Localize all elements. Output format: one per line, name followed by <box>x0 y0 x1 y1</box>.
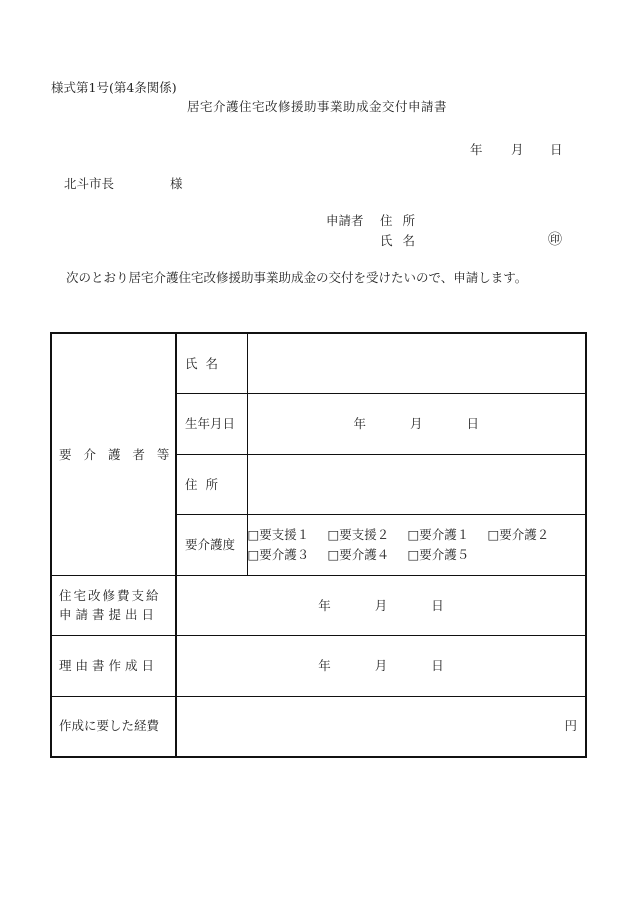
applicant-name-label: 氏 名 <box>380 233 415 248</box>
reason-year: 年 <box>318 658 331 674</box>
submission-year: 年 <box>318 597 331 613</box>
submission-month: 月 <box>374 597 388 613</box>
table-row <box>51 333 586 394</box>
reason-day: 日 <box>431 658 444 674</box>
application-table <box>50 332 587 758</box>
reason-date-label: 理由書作成日 <box>51 636 176 697</box>
date-year: 年 <box>470 142 483 157</box>
care-option[interactable]: □要介護１ <box>407 527 470 543</box>
application-statement: 次のとおり居宅介護住宅改修援助事業助成金の交付を受けたいので、申請します。 <box>66 270 528 285</box>
care-option[interactable]: □要支援１ <box>247 527 310 543</box>
birth-year: 年 <box>353 416 366 432</box>
care-option[interactable]: □要介護４ <box>327 546 390 562</box>
care-option[interactable]: □要介護５ <box>407 546 470 562</box>
yen-unit: 円 <box>564 718 577 734</box>
name-label: 氏 名 <box>176 333 247 394</box>
addressee: 北斗市長 <box>64 176 115 191</box>
table-row <box>51 696 586 757</box>
reason-date-field[interactable] <box>176 636 586 697</box>
birth-month: 月 <box>409 416 423 432</box>
care-option[interactable]: □要介護２ <box>487 527 550 543</box>
form-title: 居宅介護住宅改修援助事業助成金交付申請書 <box>187 99 448 114</box>
honorific: 様 <box>170 176 183 191</box>
cost-field[interactable] <box>176 696 586 757</box>
care-option[interactable]: □要支援２ <box>327 527 390 543</box>
date-month: 月 <box>511 142 524 157</box>
care-level-options <box>247 515 586 576</box>
name-field[interactable] <box>247 333 586 394</box>
form-number: 様式第1号(第4条関係) <box>51 80 177 95</box>
renovation-submission-date[interactable] <box>176 575 586 636</box>
address-label: 住 所 <box>176 454 247 515</box>
reason-month: 月 <box>374 658 388 674</box>
table-row <box>51 636 586 697</box>
table-row <box>51 575 586 636</box>
address-field[interactable] <box>247 454 586 515</box>
birthdate-label: 生年月日 <box>176 394 247 455</box>
birthdate-field[interactable] <box>247 394 586 455</box>
care-recipient-label: 要 介 護 者 等 <box>51 333 176 575</box>
applicant-address-label: 住 所 <box>380 213 415 228</box>
renovation-submission-label: 住宅改修費支給 申請書提出日 <box>51 575 176 636</box>
care-option[interactable]: □要介護３ <box>247 546 310 562</box>
care-level-label: 要介護度 <box>176 515 247 576</box>
cost-label: 作成に要した経費 <box>51 696 176 757</box>
birth-day: 日 <box>466 416 479 432</box>
submission-day: 日 <box>431 597 444 613</box>
seal-mark: ㊞ <box>548 232 562 248</box>
applicant-label: 申請者 <box>326 213 364 228</box>
date-day: 日 <box>550 142 563 157</box>
